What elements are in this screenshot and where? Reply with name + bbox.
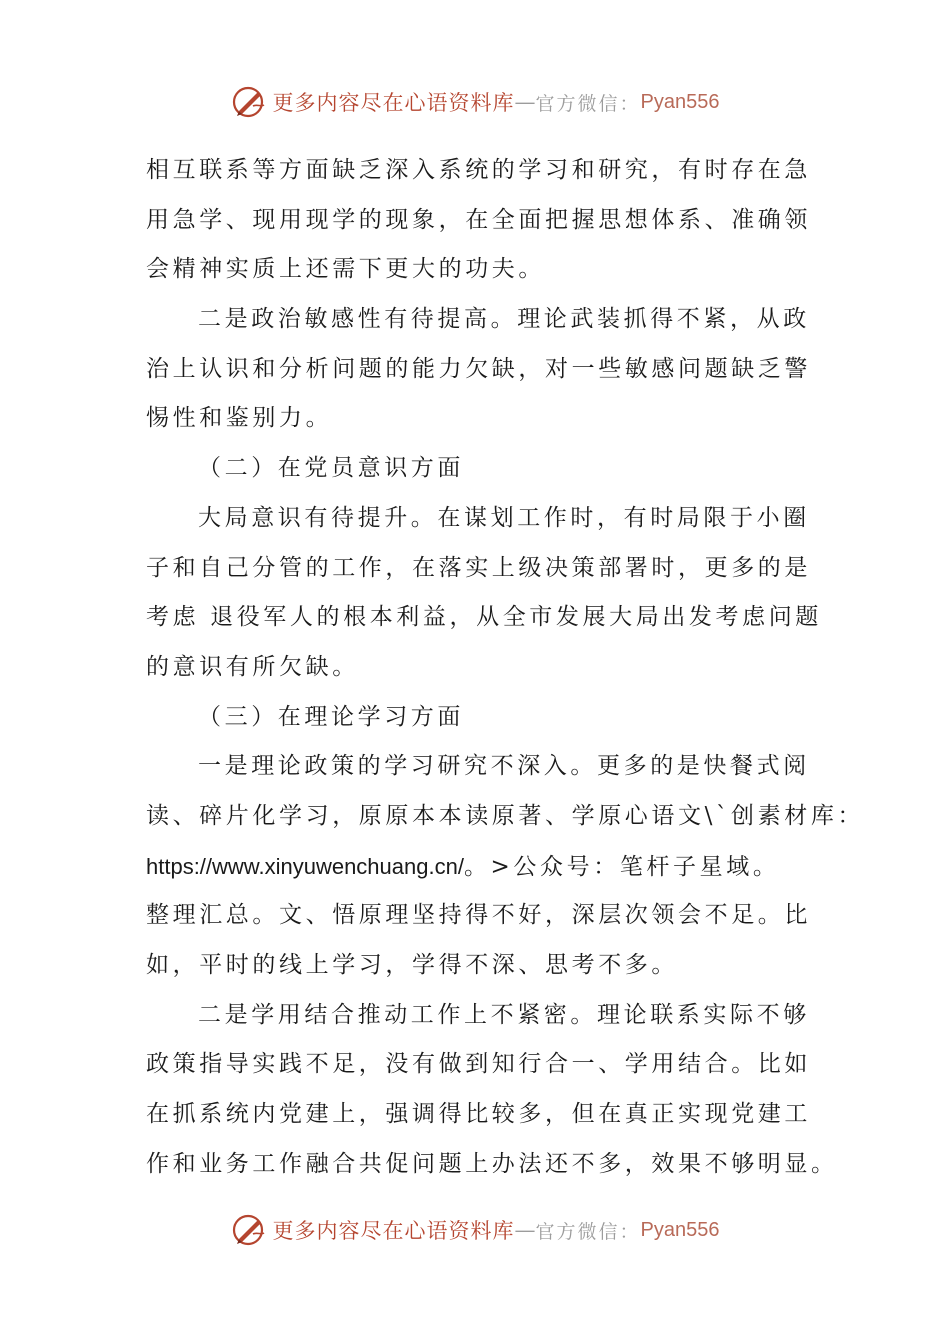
section-heading: （二）在党员意识方面 [198, 455, 464, 482]
banner-wechat-label: 官方微信： [535, 1220, 641, 1243]
banner-wechat-label: 官方微信： [535, 92, 641, 115]
paragraph-line: 一是理论政策的学习研究不深入。更多的是快餐式阅 [198, 753, 810, 780]
section-heading: （三）在理论学习方面 [198, 703, 464, 730]
paragraph-line: 惕性和鉴别力。 [146, 405, 333, 432]
footer-banner [0, 1208, 950, 1252]
paragraph-line: 整理汇总。文、悟原理坚持得不好，深层次领会不足。比 [146, 902, 811, 929]
paragraph-line: 二是学用结合推动工作上不紧密。理论联系实际不够 [198, 1001, 810, 1028]
paragraph-line: 大局意识有待提升。在谋划工作时，有时局限于小圈 [198, 504, 810, 531]
paragraph-line: 用急学、现用现学的现象，在全面把握思想体系、准确领 [146, 206, 811, 233]
pen-logo-icon [231, 84, 267, 120]
banner-text: 更多内容尽在心语资料库 [272, 91, 515, 115]
banner-separator: — [514, 90, 536, 114]
url-line [146, 842, 816, 892]
banner-wechat-id: Pyan556 [640, 1218, 720, 1241]
paragraph-line: 读、碎片化学习，原原本本读原著、学原心语文\`创素材库： [146, 802, 865, 829]
header-banner [0, 80, 950, 124]
paragraph-line: 子和自己分管的工作，在落实上级决策部署时，更多的是 [146, 554, 811, 581]
paragraph-line: 二是政治敏感性有待提高。理论武装抓得不紧，从政 [198, 306, 810, 333]
banner-separator: — [514, 1218, 536, 1242]
pen-logo-icon [231, 1212, 267, 1248]
url-line-rest: 。>公众号：笔杆子星域。 [463, 853, 780, 880]
banner-text: 更多内容尽在心语资料库 [272, 1219, 515, 1243]
banner-wechat-id: Pyan556 [640, 90, 720, 113]
paragraph-line: 如，平时的线上学习，学得不深、思考不多。 [146, 952, 678, 978]
website-url[interactable]: https://www.xinyuwenchuang.cn/ [146, 853, 464, 879]
paragraph-line: 治上认识和分析问题的能力欠缺，对一些敏感问题缺乏警 [146, 355, 811, 382]
document-body [146, 146, 865, 1189]
paragraph-line: 在抓系统内党建上，强调得比较多，但在真正实现党建工 [146, 1101, 811, 1128]
paragraph-line: 政策指导实践不足，没有做到知行合一、学用结合。比如 [146, 1051, 811, 1078]
paragraph-line: 会精神实质上还需下更大的功夫。 [146, 256, 545, 283]
paragraph-line: 作和业务工作融合共促问题上办法还不多，效果不够明显。 [146, 1150, 838, 1177]
paragraph-line: 相互联系等方面缺乏深入系统的学习和研究，有时存在急 [146, 157, 811, 183]
paragraph-line: 的意识有所欠缺。 [146, 653, 359, 680]
paragraph-line: 考虑 退役军人的根本利益，从全市发展大局出发考虑问题 [146, 604, 822, 631]
